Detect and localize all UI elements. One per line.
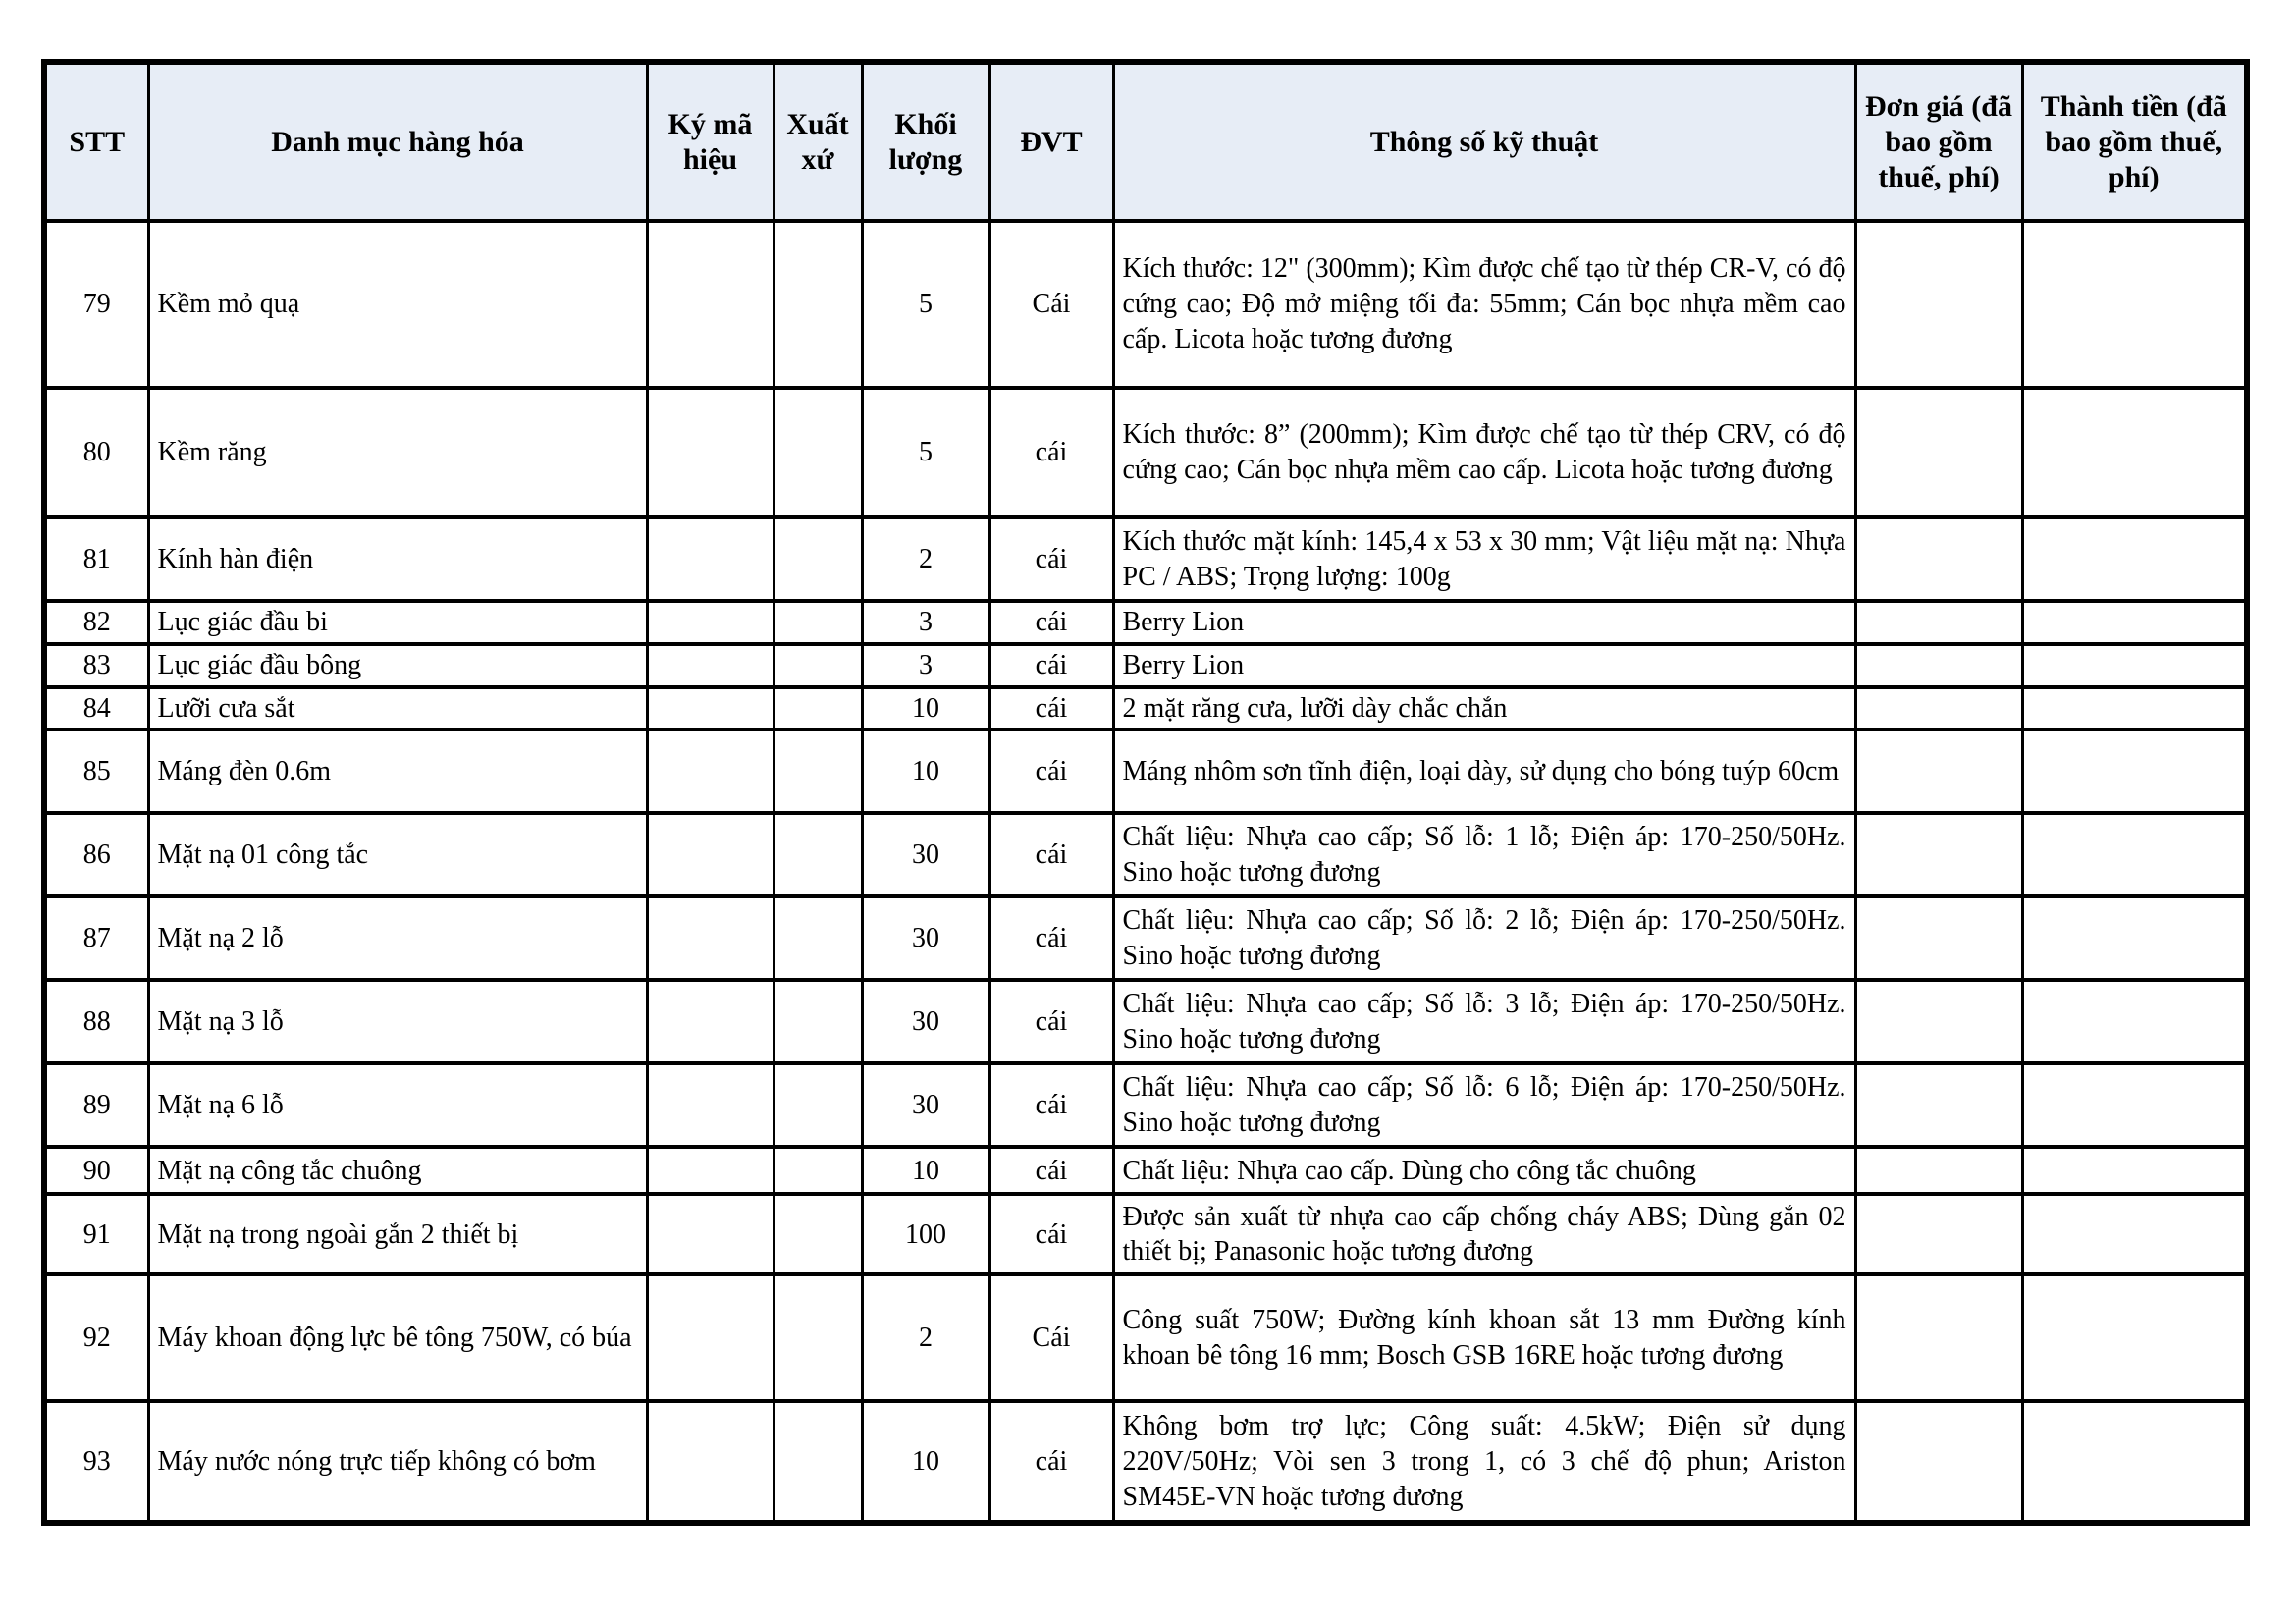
table-row <box>44 980 2247 1063</box>
cell-unit_price <box>1855 221 2022 388</box>
cell-code <box>647 687 774 731</box>
column-header-unit: ĐVT <box>989 62 1113 221</box>
cell-qty: 30 <box>862 1063 989 1147</box>
cell-qty: 30 <box>862 813 989 896</box>
cell-code <box>647 730 774 813</box>
cell-unit_price <box>1855 601 2022 644</box>
cell-qty: 30 <box>862 896 989 980</box>
cell-unit: Cái <box>989 1274 1113 1401</box>
cell-code <box>647 1063 774 1147</box>
cell-total <box>2022 221 2247 388</box>
column-header-code: Ký mã hiệu <box>647 62 774 221</box>
table-row <box>44 1274 2247 1401</box>
table-row <box>44 1063 2247 1147</box>
cell-specs: Máng nhôm sơn tĩnh điện, loại dày, sử dụng cho bóng tuýp 60cm <box>1113 730 1855 813</box>
cell-origin <box>774 1274 862 1401</box>
cell-code <box>647 1401 774 1523</box>
cell-name: Mặt nạ trong ngoài gắn 2 thiết bị <box>148 1194 647 1274</box>
table-row <box>44 221 2247 388</box>
cell-specs: Chất liệu: Nhựa cao cấp. Dùng cho công tắc chuông <box>1113 1147 1855 1194</box>
column-header-name: Danh mục hàng hóa <box>148 62 647 221</box>
cell-specs: Chất liệu: Nhựa cao cấp; Số lỗ: 2 lỗ; Điện áp: 170-250/50Hz. Sino hoặc tương đương <box>1113 896 1855 980</box>
cell-stt: 90 <box>44 1147 148 1194</box>
cell-stt: 93 <box>44 1401 148 1523</box>
cell-unit: cái <box>989 1063 1113 1147</box>
cell-origin <box>774 687 862 731</box>
cell-total <box>2022 601 2247 644</box>
cell-qty: 10 <box>862 687 989 731</box>
cell-unit_price <box>1855 388 2022 517</box>
table-row <box>44 1401 2247 1523</box>
cell-origin <box>774 1401 862 1523</box>
cell-specs: Berry Lion <box>1113 601 1855 644</box>
cell-unit_price <box>1855 517 2022 601</box>
cell-total <box>2022 1063 2247 1147</box>
cell-origin <box>774 644 862 687</box>
cell-name: Mặt nạ 3 lỗ <box>148 980 647 1063</box>
cell-stt: 83 <box>44 644 148 687</box>
cell-specs: Không bơm trợ lực; Công suất: 4.5kW; Điện sử dụng 220V/50Hz; Vòi sen 3 trong 1, có 3 chế độ phun; Ariston SM45E-VN hoặc tương đương <box>1113 1401 1855 1523</box>
cell-unit_price <box>1855 1401 2022 1523</box>
cell-unit_price <box>1855 896 2022 980</box>
cell-unit: cái <box>989 517 1113 601</box>
cell-stt: 82 <box>44 601 148 644</box>
table-row <box>44 601 2247 644</box>
cell-unit_price <box>1855 813 2022 896</box>
cell-name: Lục giác đầu bi <box>148 601 647 644</box>
cell-name: Máng đèn 0.6m <box>148 730 647 813</box>
cell-qty: 100 <box>862 1194 989 1274</box>
cell-specs: Kích thước: 12" (300mm); Kìm được chế tạo từ thép CR-V, có độ cứng cao; Độ mở miệng tối đa: 55mm; Cán bọc nhựa mềm cao cấp. Licota hoặc tương đương <box>1113 221 1855 388</box>
cell-specs: Công suất 750W; Đường kính khoan sắt 13 mm Đường kính khoan bê tông 16 mm; Bosch GSB 16RE hoặc tương đương <box>1113 1274 1855 1401</box>
cell-qty: 5 <box>862 388 989 517</box>
cell-origin <box>774 1147 862 1194</box>
cell-stt: 86 <box>44 813 148 896</box>
cell-specs: Chất liệu: Nhựa cao cấp; Số lỗ: 1 lỗ; Điện áp: 170-250/50Hz. Sino hoặc tương đương <box>1113 813 1855 896</box>
cell-code <box>647 388 774 517</box>
cell-unit: cái <box>989 980 1113 1063</box>
cell-name: Lục giác đầu bông <box>148 644 647 687</box>
column-header-qty: Khối lượng <box>862 62 989 221</box>
header-row <box>44 62 2247 221</box>
cell-name: Máy khoan động lực bê tông 750W, có búa <box>148 1274 647 1401</box>
cell-stt: 81 <box>44 517 148 601</box>
cell-unit: cái <box>989 644 1113 687</box>
cell-qty: 5 <box>862 221 989 388</box>
cell-unit_price <box>1855 1194 2022 1274</box>
cell-qty: 2 <box>862 1274 989 1401</box>
table-row <box>44 644 2247 687</box>
cell-name: Kềm mỏ quạ <box>148 221 647 388</box>
cell-total <box>2022 644 2247 687</box>
cell-unit_price <box>1855 1274 2022 1401</box>
cell-name: Kềm răng <box>148 388 647 517</box>
table-row <box>44 1194 2247 1274</box>
cell-unit: cái <box>989 730 1113 813</box>
cell-unit_price <box>1855 730 2022 813</box>
cell-stt: 92 <box>44 1274 148 1401</box>
table-row <box>44 1147 2247 1194</box>
cell-total <box>2022 980 2247 1063</box>
table-row <box>44 813 2247 896</box>
cell-stt: 89 <box>44 1063 148 1147</box>
cell-stt: 79 <box>44 221 148 388</box>
cell-code <box>647 896 774 980</box>
cell-total <box>2022 517 2247 601</box>
cell-name: Mặt nạ 01 công tắc <box>148 813 647 896</box>
cell-origin <box>774 601 862 644</box>
cell-name: Lưỡi cưa sắt <box>148 687 647 731</box>
cell-qty: 2 <box>862 517 989 601</box>
cell-origin <box>774 517 862 601</box>
cell-name: Mặt nạ 2 lỗ <box>148 896 647 980</box>
cell-specs: 2 mặt răng cưa, lưỡi dày chắc chắn <box>1113 687 1855 731</box>
cell-stt: 80 <box>44 388 148 517</box>
cell-total <box>2022 1401 2247 1523</box>
cell-code <box>647 517 774 601</box>
cell-specs: Chất liệu: Nhựa cao cấp; Số lỗ: 6 lỗ; Điện áp: 170-250/50Hz. Sino hoặc tương đương <box>1113 1063 1855 1147</box>
cell-specs: Kích thước mặt kính: 145,4 x 53 x 30 mm; Vật liệu mặt nạ: Nhựa PC / ABS; Trọng lượng: 100g <box>1113 517 1855 601</box>
column-header-stt: STT <box>44 62 148 221</box>
table-row <box>44 388 2247 517</box>
cell-unit: cái <box>989 1147 1113 1194</box>
cell-unit: cái <box>989 813 1113 896</box>
cell-total <box>2022 687 2247 731</box>
column-header-unit_price: Đơn giá (đã bao gồm thuế, phí) <box>1855 62 2022 221</box>
column-header-total: Thành tiền (đã bao gồm thuế, phí) <box>2022 62 2247 221</box>
cell-code <box>647 644 774 687</box>
cell-origin <box>774 1194 862 1274</box>
cell-name: Kính hàn điện <box>148 517 647 601</box>
column-header-origin: Xuất xứ <box>774 62 862 221</box>
cell-origin <box>774 813 862 896</box>
cell-unit_price <box>1855 644 2022 687</box>
cell-code <box>647 1274 774 1401</box>
table-body <box>44 221 2247 1523</box>
cell-qty: 3 <box>862 601 989 644</box>
cell-unit: cái <box>989 388 1113 517</box>
cell-qty: 10 <box>862 730 989 813</box>
cell-name: Mặt nạ 6 lỗ <box>148 1063 647 1147</box>
cell-name: Máy nước nóng trực tiếp không có bơm <box>148 1401 647 1523</box>
items-table <box>41 59 2250 1526</box>
cell-qty: 10 <box>862 1401 989 1523</box>
column-header-specs: Thông số kỹ thuật <box>1113 62 1855 221</box>
cell-stt: 84 <box>44 687 148 731</box>
cell-qty: 10 <box>862 1147 989 1194</box>
table-row <box>44 517 2247 601</box>
cell-unit_price <box>1855 1147 2022 1194</box>
table-row <box>44 730 2247 813</box>
cell-name: Mặt nạ công tắc chuông <box>148 1147 647 1194</box>
cell-total <box>2022 388 2247 517</box>
cell-unit_price <box>1855 687 2022 731</box>
cell-specs: Kích thước: 8” (200mm); Kìm được chế tạo từ thép CRV, có độ cứng cao; Cán bọc nhựa mềm cao cấp. Licota hoặc tương đương <box>1113 388 1855 517</box>
cell-total <box>2022 1147 2247 1194</box>
cell-code <box>647 980 774 1063</box>
cell-code <box>647 1194 774 1274</box>
cell-specs: Berry Lion <box>1113 644 1855 687</box>
cell-code <box>647 813 774 896</box>
cell-total <box>2022 813 2247 896</box>
cell-origin <box>774 388 862 517</box>
cell-qty: 30 <box>862 980 989 1063</box>
table-row <box>44 687 2247 731</box>
cell-unit: cái <box>989 601 1113 644</box>
cell-origin <box>774 730 862 813</box>
cell-total <box>2022 730 2247 813</box>
cell-unit: cái <box>989 1401 1113 1523</box>
cell-unit_price <box>1855 980 2022 1063</box>
cell-stt: 88 <box>44 980 148 1063</box>
cell-code <box>647 1147 774 1194</box>
cell-total <box>2022 1274 2247 1401</box>
cell-origin <box>774 1063 862 1147</box>
cell-stt: 91 <box>44 1194 148 1274</box>
cell-unit: Cái <box>989 221 1113 388</box>
cell-total <box>2022 896 2247 980</box>
cell-unit: cái <box>989 1194 1113 1274</box>
cell-specs: Được sản xuất từ nhựa cao cấp chống cháy ABS; Dùng gắn 02 thiết bị; Panasonic hoặc tương đương <box>1113 1194 1855 1274</box>
cell-total <box>2022 1194 2247 1274</box>
cell-origin <box>774 896 862 980</box>
table-row <box>44 896 2247 980</box>
cell-unit: cái <box>989 687 1113 731</box>
cell-specs: Chất liệu: Nhựa cao cấp; Số lỗ: 3 lỗ; Điện áp: 170-250/50Hz. Sino hoặc tương đương <box>1113 980 1855 1063</box>
table-header <box>44 62 2247 221</box>
cell-code <box>647 221 774 388</box>
cell-stt: 85 <box>44 730 148 813</box>
cell-stt: 87 <box>44 896 148 980</box>
cell-unit: cái <box>989 896 1113 980</box>
cell-qty: 3 <box>862 644 989 687</box>
cell-origin <box>774 980 862 1063</box>
cell-unit_price <box>1855 1063 2022 1147</box>
cell-code <box>647 601 774 644</box>
cell-origin <box>774 221 862 388</box>
